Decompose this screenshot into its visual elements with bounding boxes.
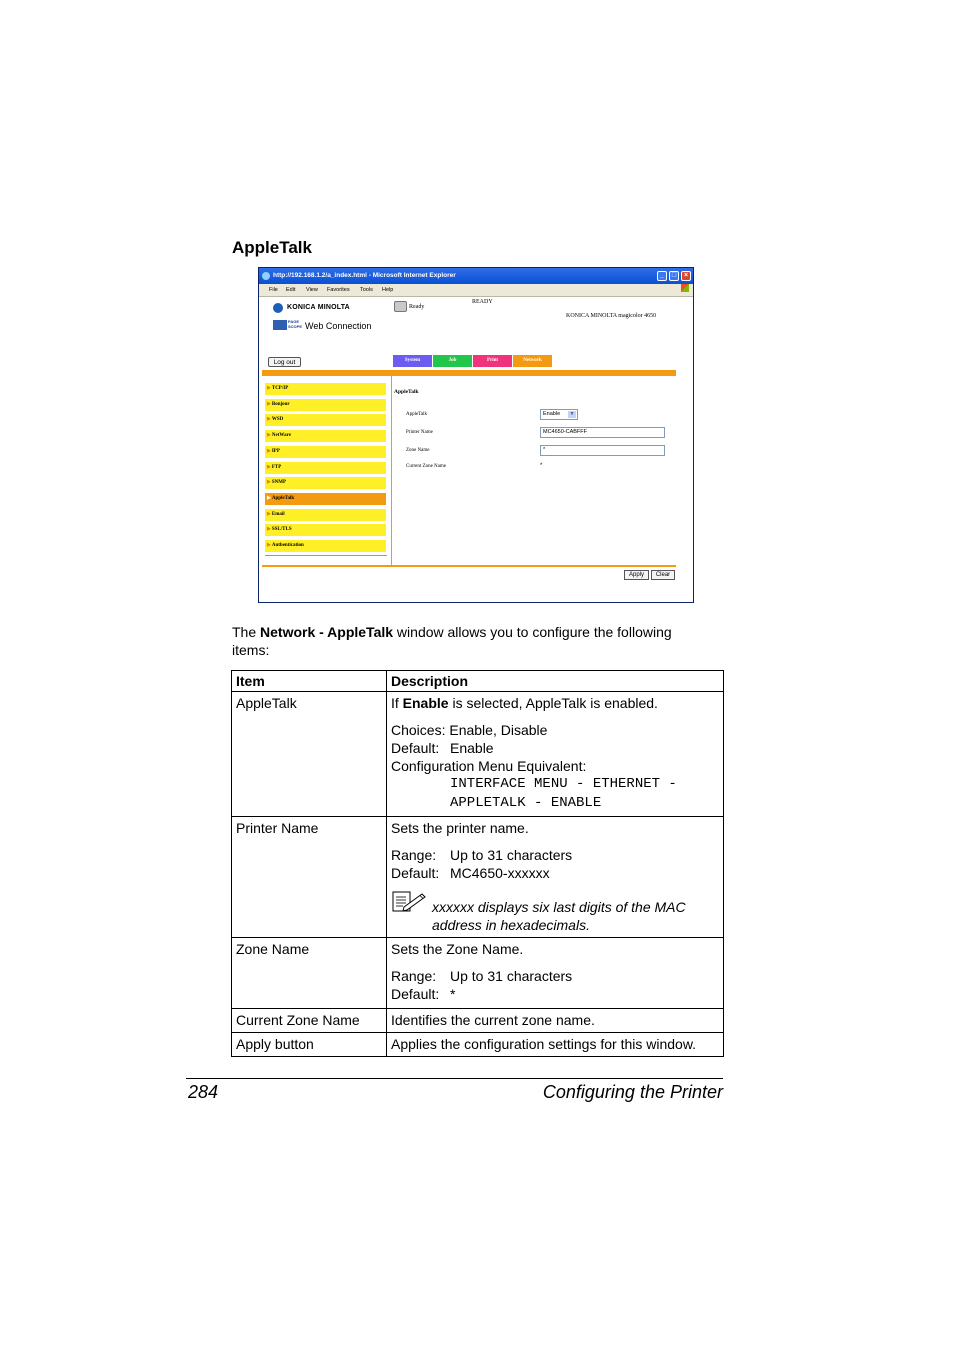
sidebar-item-label: IPP — [271, 448, 280, 454]
item-cell: Printer Name — [232, 817, 387, 938]
sidebar-item-bonjour[interactable]: ▶Bonjour — [265, 399, 386, 411]
maximize-icon[interactable]: □ — [669, 271, 679, 281]
range-value: Up to 31 characters — [450, 847, 573, 863]
default-value: Enable — [450, 740, 494, 756]
konica-minolta-logo-icon — [273, 303, 283, 313]
apply-button[interactable]: Apply — [624, 570, 649, 580]
bottom-bar — [262, 565, 676, 567]
pagescope-logo-icon — [273, 320, 287, 330]
sidebar-divider — [265, 555, 387, 556]
sidebar-item-netware[interactable]: ▶NetWare — [265, 430, 386, 442]
menu-edit[interactable]: Edit — [286, 287, 296, 293]
sidebar-item-label: SNMP — [271, 480, 287, 486]
appletalk-select[interactable] — [540, 409, 578, 420]
intro-paragraph — [232, 623, 712, 659]
sidebar-item-label: WSD — [271, 417, 284, 423]
chevron-down-icon: ▼ — [569, 411, 575, 417]
default-label: Default: — [391, 865, 440, 881]
minimize-icon[interactable]: _ — [657, 271, 667, 281]
sidebar-item-email[interactable]: ▶Email — [265, 509, 386, 521]
table-row — [232, 692, 724, 817]
menu-path-line-2: APPLETALK - ENABLE — [450, 795, 602, 811]
sidebar-item-label: Email — [271, 511, 285, 517]
logout-button[interactable]: Log out — [268, 357, 301, 367]
sidebar-item-label: AppleTalk — [271, 495, 295, 501]
table-row — [232, 938, 724, 1009]
config-text: Configuration Menu Equivalent: — [391, 758, 587, 774]
ie-icon — [262, 272, 270, 280]
choices-text: Choices: Enable, Disable — [391, 722, 548, 738]
note-text: xxxxxx displays six last digits of the MAC address in hexadecimals. — [432, 899, 686, 933]
sidebar-item-label: FTP — [271, 464, 282, 470]
printer-icon — [394, 301, 407, 312]
sidebar-item-ipp[interactable]: ▶IPP — [265, 446, 386, 458]
intro-text-before: The — [232, 624, 261, 640]
item-cell: Apply button — [232, 1033, 387, 1057]
desc-text: is selected, AppleTalk is enabled. — [448, 695, 658, 711]
current-zone-value: * — [540, 463, 543, 469]
vertical-divider — [391, 376, 392, 566]
label-appletalk: AppleTalk — [406, 412, 428, 417]
sidebar-item-label: TCP/IP — [271, 386, 289, 391]
item-cell: AppleTalk — [232, 692, 387, 817]
desc-bold: Enable — [402, 695, 449, 711]
printer-model: KONICA MINOLTA magicolor 4650 — [566, 313, 657, 319]
note — [391, 898, 719, 934]
default-value: * — [450, 986, 456, 1002]
pagescope-line-1: PAGE — [288, 319, 300, 324]
sidebar-item-authentication[interactable]: ▶Authentication — [265, 540, 386, 552]
label-zone-name: Zone Name — [406, 448, 430, 453]
menu-path-line-1: INTERFACE MENU - ETHERNET - — [450, 776, 677, 792]
menu-tools[interactable]: Tools — [360, 287, 373, 293]
tab-print[interactable]: Print — [473, 355, 512, 367]
description-cell — [387, 938, 724, 1009]
window-title: http://192.168.1.2/a_index.html - Microsoft Internet Explorer — [273, 272, 456, 279]
footer-rule — [186, 1078, 723, 1079]
item-cell: Zone Name — [232, 938, 387, 1009]
title-bar — [259, 268, 693, 284]
brand-logo-text: KONICA MINOLTA — [287, 304, 350, 311]
range-label: Range: — [391, 847, 437, 863]
sidebar-item-label: Bonjour — [271, 401, 290, 407]
default-label: Default: — [391, 740, 440, 756]
sidebar-item-label: SSL/TLS — [271, 527, 292, 533]
label-current-zone-name: Current Zone Name — [406, 464, 446, 469]
tab-network[interactable]: Network — [513, 355, 552, 367]
menu-help[interactable]: Help — [382, 287, 394, 293]
close-icon[interactable]: × — [681, 271, 691, 281]
menu-bar — [259, 284, 693, 297]
pagescope-line-2: SCOPE — [288, 323, 303, 329]
header-description: Description — [387, 671, 724, 692]
description-cell: Identifies the current zone name. — [387, 1009, 724, 1033]
desc-text: Sets the Zone Name. — [391, 941, 524, 957]
sidebar-item-label: Authentication — [271, 543, 304, 548]
printer-name-input[interactable]: MC4650-CABFFF — [540, 427, 665, 438]
sidebar-item-wsd[interactable]: ▶WSD — [265, 414, 386, 426]
menu-favorites[interactable]: Favorites — [327, 287, 350, 293]
tab-job[interactable]: Job — [433, 355, 472, 367]
appletalk-select-value: Enable — [543, 411, 561, 417]
sidebar-item-tcpip[interactable]: ▶TCP/IP — [265, 383, 386, 395]
form-title: AppleTalk — [394, 389, 419, 395]
default-label: Default: — [391, 986, 440, 1002]
table-row — [232, 1033, 724, 1057]
settings-table — [231, 670, 724, 1057]
description-cell — [387, 817, 724, 938]
table-row — [232, 817, 724, 938]
description-cell — [387, 692, 724, 817]
status-small: Ready — [409, 304, 425, 310]
range-value: Up to 31 characters — [450, 968, 573, 984]
windows-logo-icon — [681, 284, 689, 292]
zone-name-input[interactable]: * — [540, 445, 665, 456]
intro-bold: Network - AppleTalk — [260, 624, 394, 640]
table-row — [232, 1009, 724, 1033]
tab-system[interactable]: System — [393, 355, 432, 367]
default-value: MC4650-xxxxxx — [450, 865, 550, 881]
label-printer-name: Printer Name — [406, 430, 433, 435]
sidebar-item-ftp[interactable]: ▶FTP — [265, 462, 386, 474]
tab-underline-bar — [262, 370, 676, 376]
sidebar-item-label: NetWare — [271, 433, 291, 439]
status-ready: READY — [472, 299, 493, 305]
range-label: Range: — [391, 968, 437, 984]
sidebar-item-snmp[interactable]: ▶SNMP — [265, 477, 386, 489]
browser-window-screenshot — [258, 267, 694, 603]
note-pencil-icon — [392, 890, 426, 912]
menu-file[interactable]: File — [269, 287, 278, 293]
intro-text-after: window allows you to configure the following items: — [232, 624, 672, 658]
clear-button[interactable]: Clear — [651, 570, 675, 580]
web-connection-text: Web Connection — [305, 321, 372, 331]
description-cell: Applies the configuration settings for this window. — [387, 1033, 724, 1057]
sidebar-item-appletalk[interactable]: ▶AppleTalk — [265, 493, 386, 505]
item-cell: Current Zone Name — [232, 1009, 387, 1033]
section-title: AppleTalk — [232, 238, 312, 257]
menu-view[interactable]: View — [306, 287, 318, 293]
table-header-row — [232, 671, 724, 692]
footer-title: Configuring the Printer — [542, 1082, 723, 1102]
desc-text: Sets the printer name. — [391, 820, 529, 836]
header-item: Item — [232, 671, 387, 692]
sidebar-item-ssl-tls[interactable]: ▶SSL/TLS — [265, 524, 386, 536]
page-number: 284 — [188, 1082, 219, 1102]
desc-text: If — [391, 695, 403, 711]
pagescope-text — [288, 320, 302, 329]
